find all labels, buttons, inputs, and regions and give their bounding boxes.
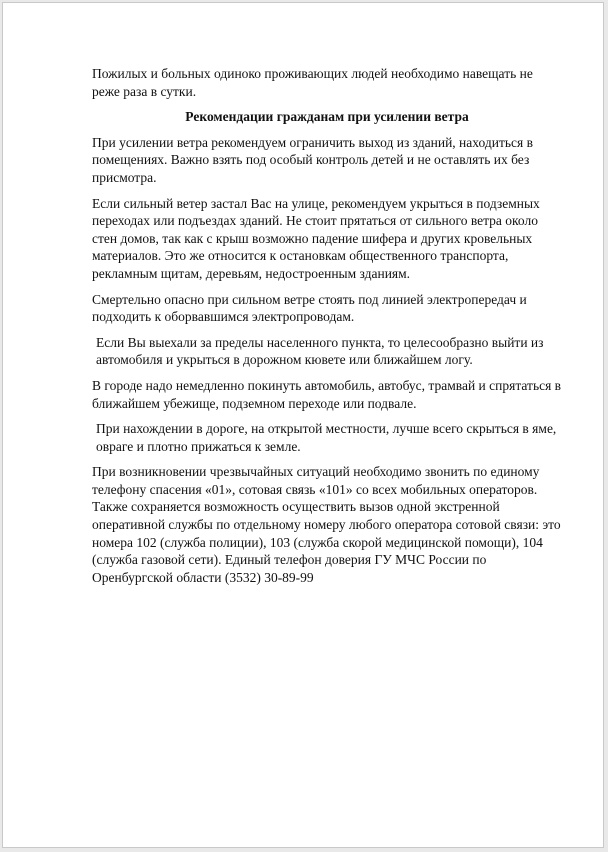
paragraph-power-lines: Смертельно опасно при сильном ветре стоять под линией электропередач и подходить к оборвавшимся электропроводам. [92,291,527,325]
paragraph-on-road: При нахождении в дороге, на открытой местности, лучше всего скрыться в яме, овраге и плотно прижаться к земле. [96,421,557,454]
paragraph-street-shelter: Если сильный ветер застал Вас на улице, рекомендуем укрыться в подземных переходах или подъездах зданий. Не стоит прятаться от сильного ветра около стен домов, так как с крыш возможно падение шифера и других кровельных материалов. Это же относится к остановкам общественного транспорта, рекламным щитам, деревьям, недостроенным зданиям. [92,195,540,281]
intro-paragraph: Пожилых и больных одиноко проживающих людей необходимо навещать не реже раза в сутки. [92,66,533,99]
section-heading: Рекомендации гражданам при усилении ветра [185,109,469,125]
paragraph-in-city: В городе надо немедленно покинуть автомобиль, автобус, трамвай и спрятаться в ближайшем убежище, подземном переходе или подвале. [92,377,562,411]
document-body [92,65,562,594]
paragraph-outside-town: Если Вы выехали за пределы населенного пункта, то целесообразно выйти из автомобиля и укрыться в дорожном кювете или ближайшем логу. [96,334,544,368]
paragraph-indoors: При усилении ветра рекомендуем ограничить выход из зданий, находиться в помещениях. Важно взять под особый контроль детей и не оставлять их без присмотра. [92,134,533,185]
document-page [2,2,604,848]
paragraph-emergency-numbers: При возникновении чрезвычайных ситуаций необходимо звонить по единому телефону спасения «01», сотовая связь «101» со всех мобильных операторов. Также сохраняется возможность осуществить вызов одной экстренной оперативной службы по отдельному номеру любого оператора сотовой связи: это номера 102 (служба полиции), 103 (служба скорой медицинской помощи), 104 (служба газовой сети). Единый телефон доверия ГУ МЧС России по Оренбургской области (3532) 30-89-99 [92,464,561,585]
